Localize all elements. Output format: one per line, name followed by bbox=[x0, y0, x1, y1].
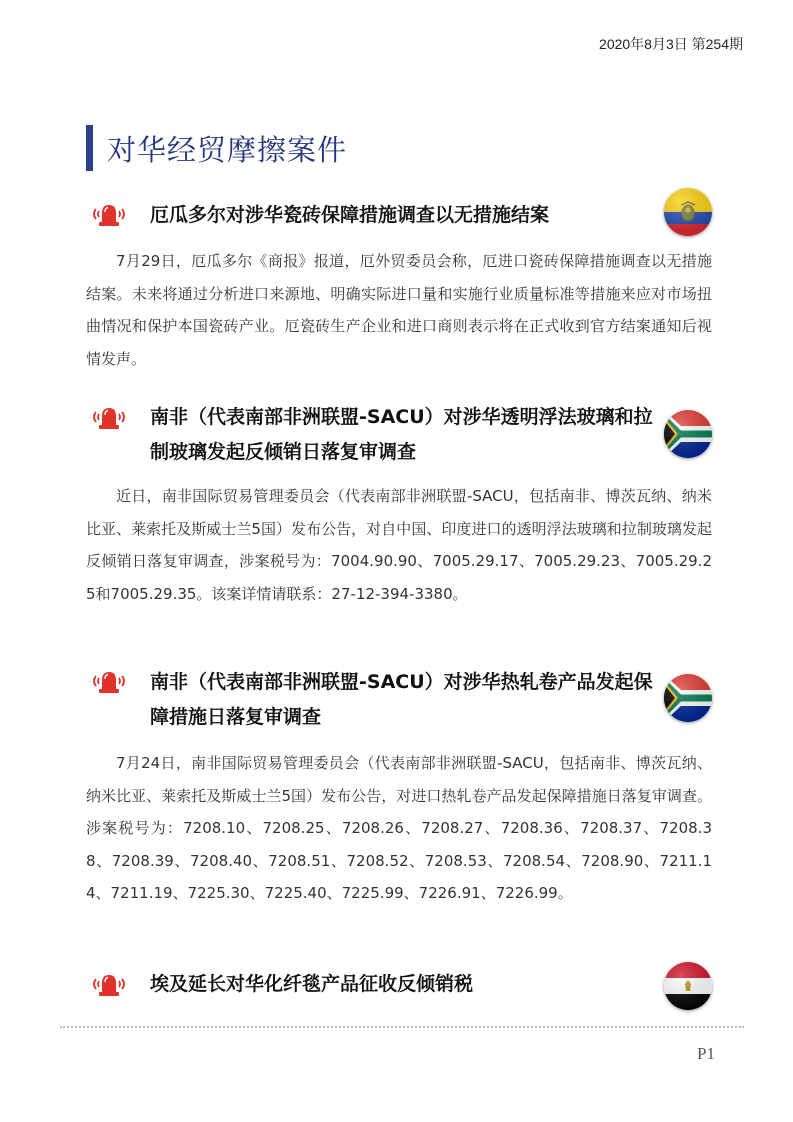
article-headline: 埃及延长对华化纤毯产品征收反倾销税 bbox=[150, 973, 474, 995]
section-heading bbox=[86, 125, 347, 171]
section-accent-bar bbox=[86, 125, 93, 171]
egypt-flag-icon bbox=[664, 962, 712, 1010]
page-header-date: 2020年8月3日 第254期 bbox=[599, 36, 743, 52]
alarm-bell-icon bbox=[89, 667, 129, 697]
alarm-bell-icon bbox=[89, 403, 129, 433]
page-number: P1 bbox=[697, 1044, 715, 1063]
article-body: 7月29日，厄瓜多尔《商报》报道，厄外贸委员会称，厄进口瓷砖保障措施调查以无措施结案。未来将通过分析进口来源地、明确实际进口量和实施行业质量标准等措施来应对市场扭曲情况和保护本国瓷砖产业。厄瓷砖生产企业和进口商则表示将在正式收到官方结案通知后视情发声。 bbox=[86, 252, 712, 368]
article-headline: 厄瓜多尔对涉华瓷砖保障措施调查以无措施结案 bbox=[150, 204, 550, 226]
article-headline: 南非（代表南部非洲联盟-SACU）对涉华热轧卷产品发起保障措施日落复审调查 bbox=[150, 671, 653, 728]
footer-dotted-divider bbox=[60, 1026, 744, 1028]
article-body: 近日，南非国际贸易管理委员会（代表南部非洲联盟-SACU，包括南非、博茨瓦纳、纳米比亚、莱索托及斯威士兰5国）发布公告，对自中国、印度进口的透明浮法玻璃和拉制玻璃发起反倾销日落复审调查，涉案税号为：7004.90.90、7005.29.17、7005.29.23、7005.29.25和7005.29.35。该案详情请联系：27-12-394-3380。 bbox=[86, 487, 712, 603]
section-title: 对华经贸摩擦案件 bbox=[107, 132, 348, 167]
article-body: 7月24日，南非国际贸易管理委员会（代表南部非洲联盟-SACU，包括南非、博茨瓦纳、纳米比亚、莱索托及斯威士兰5国）发布公告，对进口热轧卷产品发起保障措施日落复审调查。涉案税号为：7208.10、7208.25、7208.26、7208.27、7208.36、7208.37、7208.38、7208.39、7208.40、7208.51、7208.52、7208.53、7208.54、7208.90、7211.14、7211.19、7225.30、7225.40、7225.99、7226.91、7226.99。 bbox=[86, 754, 712, 902]
ecuador-flag-icon bbox=[664, 188, 712, 236]
south-africa-flag-icon bbox=[664, 410, 712, 458]
south-africa-flag-icon bbox=[664, 674, 712, 722]
alarm-bell-icon bbox=[89, 970, 129, 1000]
alarm-bell-icon bbox=[89, 200, 129, 230]
article-headline: 南非（代表南部非洲联盟-SACU）对涉华透明浮法玻璃和拉制玻璃发起反倾销日落复审调查 bbox=[150, 406, 653, 463]
